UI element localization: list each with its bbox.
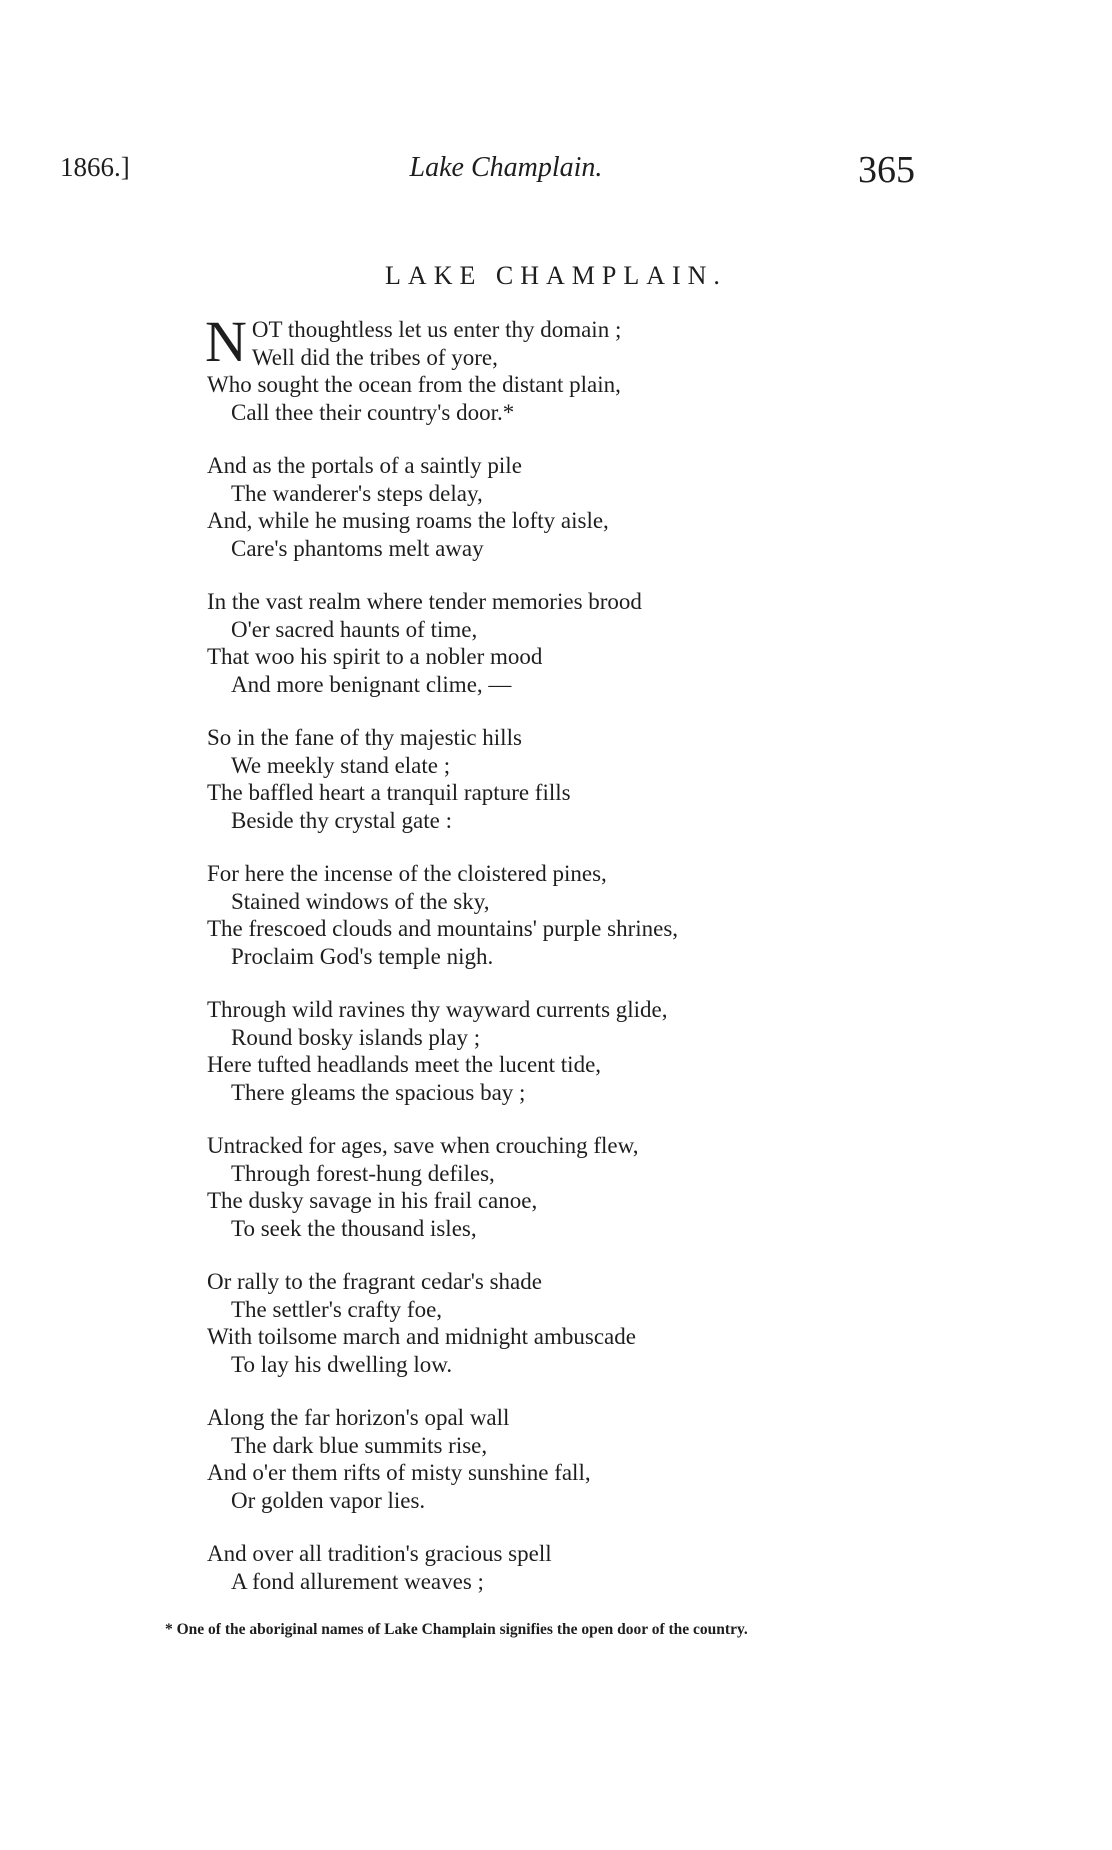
first-line-text: OT thoughtless let us enter thy domain ; bbox=[251, 317, 622, 342]
stanza bbox=[207, 1268, 987, 1378]
stanza bbox=[207, 452, 987, 562]
stanza bbox=[207, 724, 987, 834]
poem-line: A fond allurement weaves ; bbox=[231, 1568, 484, 1594]
poem-line: To lay his dwelling low. bbox=[231, 1351, 453, 1377]
poem-line: Through wild ravines thy wayward currents glide, bbox=[207, 997, 668, 1022]
poem-line: Who sought the ocean from the distant plain, bbox=[207, 372, 621, 397]
poem-line: O'er sacred haunts of time, bbox=[231, 616, 478, 642]
drop-cap: N bbox=[205, 309, 247, 374]
poem-line: And, while he musing roams the lofty aisle, bbox=[207, 508, 609, 533]
poem-line: Round bosky islands play ; bbox=[231, 1024, 481, 1050]
poem-line: The settler's crafty foe, bbox=[231, 1296, 443, 1322]
poem-line: Or rally to the fragrant cedar's shade bbox=[207, 1269, 542, 1294]
poem-title: LAKE CHAMPLAIN. bbox=[385, 261, 727, 290]
poem-line: There gleams the spacious bay ; bbox=[231, 1079, 526, 1105]
stanza bbox=[207, 1540, 987, 1595]
poem-line: We meekly stand elate ; bbox=[231, 752, 451, 778]
poem-line: Along the far horizon's opal wall bbox=[207, 1405, 510, 1430]
poem-line: And o'er them rifts of misty sunshine fall, bbox=[207, 1460, 591, 1485]
poem-line: For here the incense of the cloistered pines, bbox=[207, 861, 607, 886]
poem-line: The baffled heart a tranquil rapture fills bbox=[207, 780, 571, 805]
poem-line: And more benignant clime, — bbox=[231, 671, 512, 697]
poem-line: Or golden vapor lies. bbox=[231, 1487, 426, 1513]
header-year: 1866.] bbox=[60, 152, 130, 182]
poem-line: Here tufted headlands meet the lucent tide, bbox=[207, 1052, 602, 1077]
poem-line: And over all tradition's gracious spell bbox=[207, 1541, 552, 1566]
poem-line: In the vast realm where tender memories brood bbox=[207, 589, 642, 614]
poem-line: The frescoed clouds and mountains' purple shrines, bbox=[207, 916, 679, 941]
poem-line: Care's phantoms melt away bbox=[231, 535, 484, 561]
poem-line: Proclaim God's temple nigh. bbox=[231, 943, 494, 969]
stanza bbox=[207, 588, 987, 698]
stanza bbox=[207, 996, 987, 1106]
poem-line: With toilsome march and midnight ambuscade bbox=[207, 1324, 636, 1349]
poem-line: That woo his spirit to a nobler mood bbox=[207, 644, 543, 669]
stanza bbox=[205, 309, 987, 426]
footnote: * One of the aboriginal names of Lake Champlain signifies the open door of the country. bbox=[165, 1621, 748, 1638]
header-running-title: Lake Champlain. bbox=[409, 152, 603, 183]
poem-line: To seek the thousand isles, bbox=[231, 1215, 477, 1241]
stanza bbox=[207, 1132, 987, 1242]
stanza bbox=[207, 860, 987, 970]
poem-line: And as the portals of a saintly pile bbox=[207, 453, 522, 478]
poem-body bbox=[205, 309, 987, 1621]
poem-line: Untracked for ages, save when crouching flew, bbox=[207, 1133, 639, 1158]
stanza bbox=[207, 1404, 987, 1514]
poem-line: The wanderer's steps delay, bbox=[231, 480, 483, 506]
poem-line: Call thee their country's door.* bbox=[231, 399, 515, 425]
poem-line: The dusky savage in his frail canoe, bbox=[207, 1188, 538, 1213]
poem-line: The dark blue summits rise, bbox=[231, 1432, 488, 1458]
poem-line: Beside thy crystal gate : bbox=[231, 807, 452, 833]
poem-line: Well did the tribes of yore, bbox=[251, 344, 498, 370]
poem-line: So in the fane of thy majestic hills bbox=[207, 725, 522, 750]
page-number: 365 bbox=[858, 149, 915, 191]
poem-line: Through forest-hung defiles, bbox=[231, 1160, 495, 1186]
poem-line: Stained windows of the sky, bbox=[231, 888, 490, 914]
running-header bbox=[0, 148, 1112, 198]
